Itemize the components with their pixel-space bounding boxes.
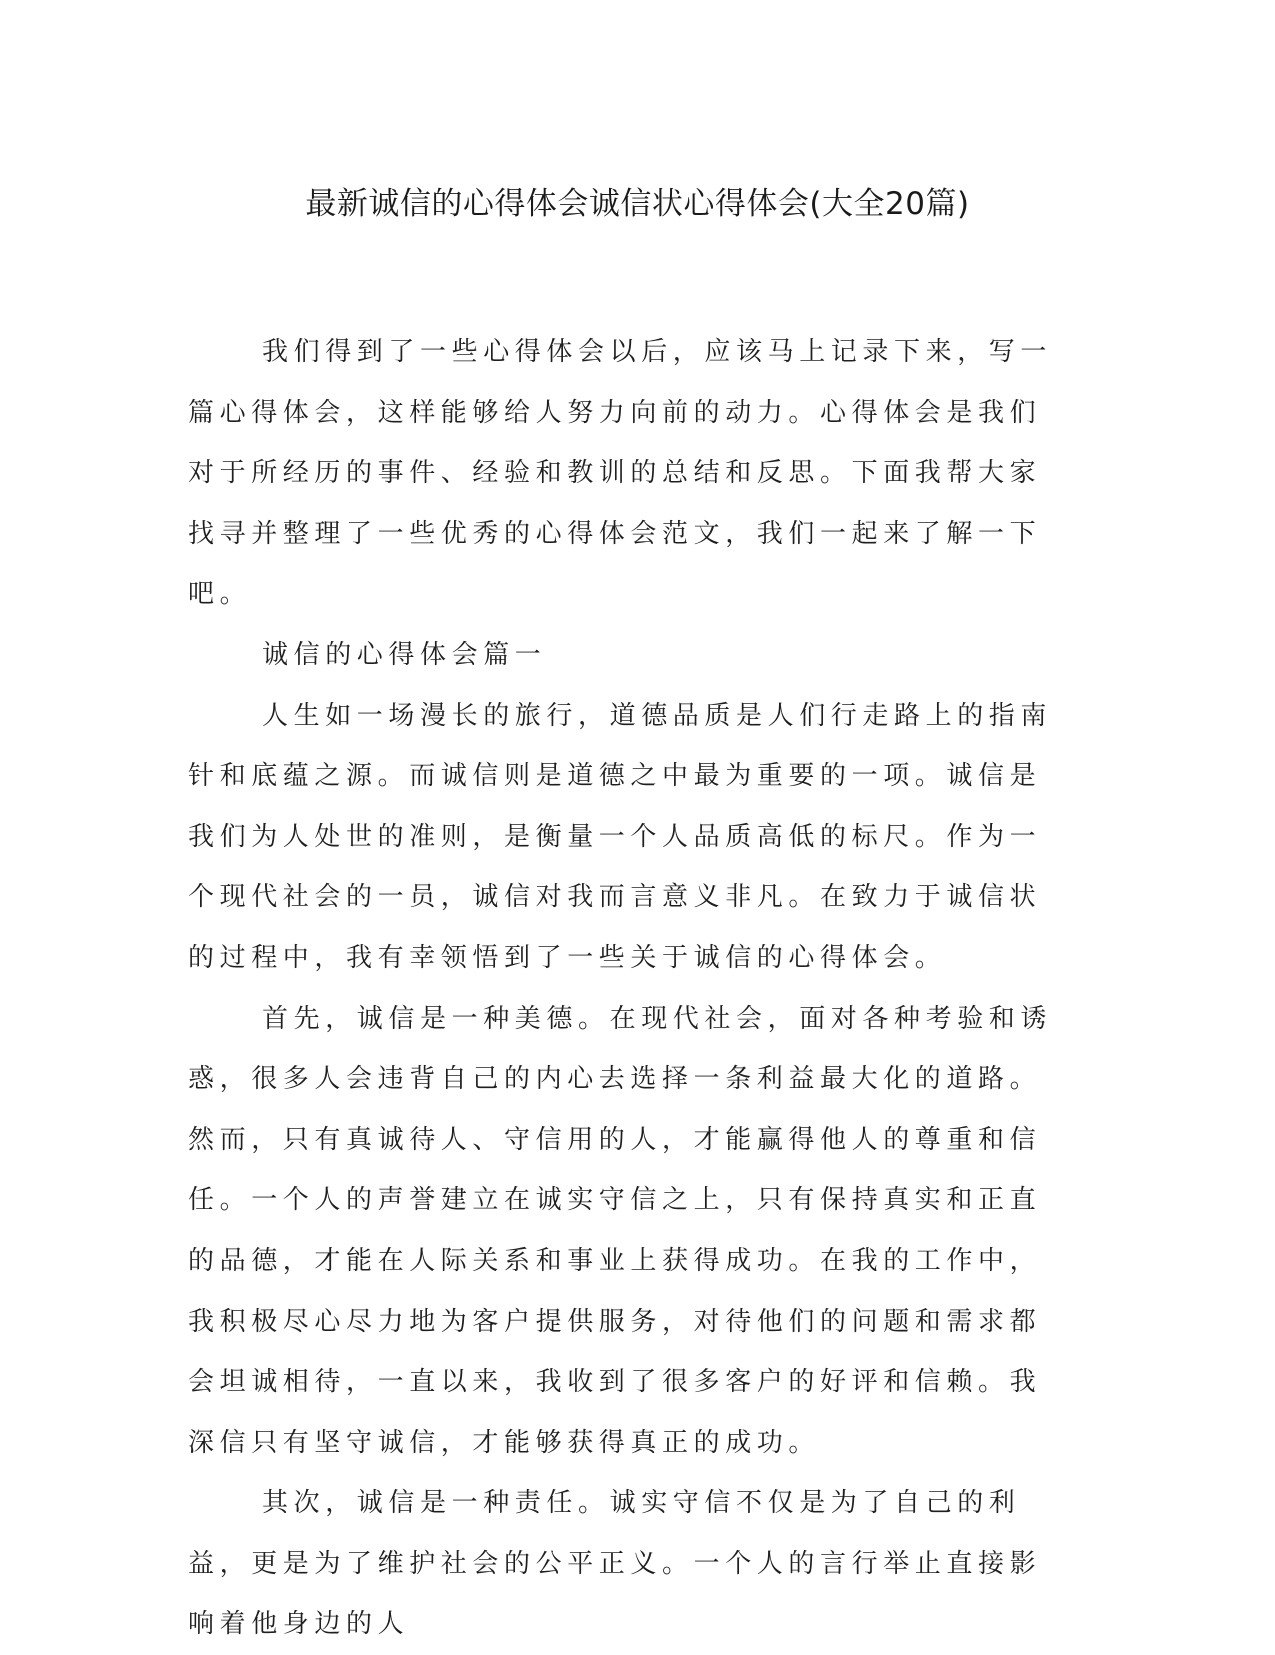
document-body — [188, 322, 1068, 1655]
body-paragraph-2: 首先，诚信是一种美德。在现代社会，面对各种考验和诱惑，很多人会违背自己的内心去选择一条利益最大化的道路。然而，只有真诚待人、守信用的人，才能赢得他人的尊重和信任。一个人的声誉建立在诚实守信之上，只有保持真实和正直的品德，才能在人际关系和事业上获得成功。在我的工作中，我积极尽心尽力地为客户提供服务，对待他们的问题和需求都会坦诚相待，一直以来，我收到了很多客户的好评和信赖。我深信只有坚守诚信，才能够获得真正的成功。 — [188, 1003, 1053, 1458]
body-paragraph-1: 人生如一场漫长的旅行，道德品质是人们行走路上的指南针和底蕴之源。而诚信则是道德之中最为重要的一项。诚信是我们为人处世的准则，是衡量一个人品质高低的标尺。作为一个现代社会的一员，诚信对我而言意义非凡。在致力于诚信状的过程中，我有幸领悟到了一些关于诚信的心得体会。 — [188, 700, 1053, 973]
document-title: 最新诚信的心得体会诚信状心得体会(大全20篇) — [305, 186, 970, 222]
body-paragraph-3: 其次，诚信是一种责任。诚实守信不仅是为了自己的利益，更是为了维护社会的公平正义。一个人的言行举止直接影响着他身边的人 — [188, 1488, 1042, 1640]
intro-paragraph: 我们得到了一些心得体会以后，应该马上记录下来，写一篇心得体会，这样能够给人努力向前的动力。心得体会是我们对于所经历的事件、经验和教训的总结和反思。下面我帮大家找寻并整理了一些优秀的心得体会范文，我们一起来了解一下吧。 — [188, 337, 1053, 610]
section-heading: 诚信的心得体会篇一 — [262, 639, 547, 670]
